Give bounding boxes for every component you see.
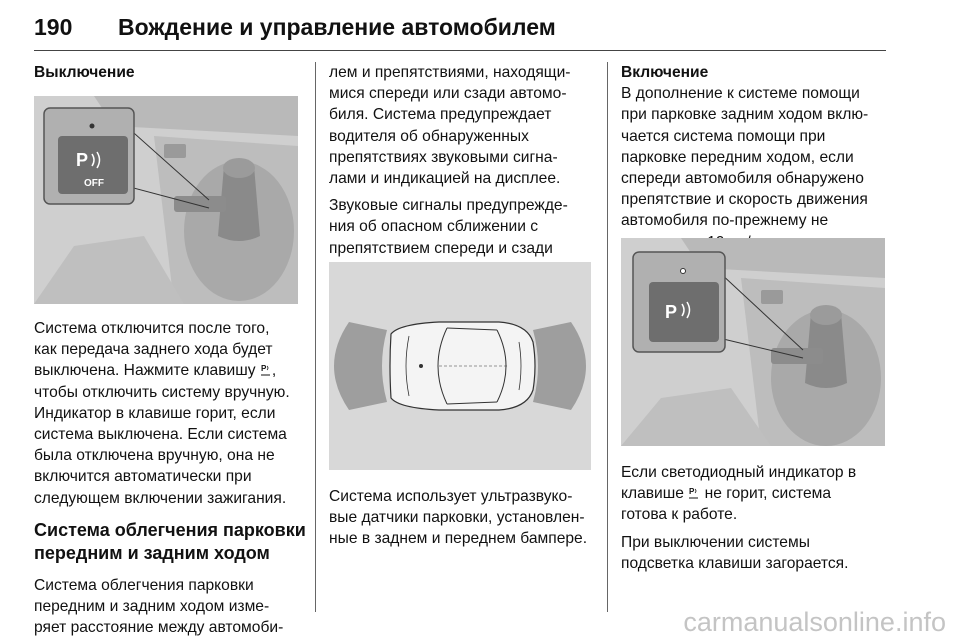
paragraph-off-line: система выключена. Если система — [34, 426, 287, 444]
paragraph-off-line: выключена. Нажмите клавишу P , — [34, 362, 277, 380]
paragraph-off-line: чтобы отключить систему вручную. — [34, 383, 290, 401]
page-title: Вождение и управление автомобилем — [118, 14, 556, 40]
paragraph-led: Если светодиодный индикатор в клавише P не горит, система готова к работе. — [621, 464, 857, 524]
paragraph-off-line: была отключена вручную, она не — [34, 447, 275, 465]
page-header — [34, 6, 886, 51]
button-label-off: OFF — [84, 178, 104, 189]
parking-button-icon — [688, 486, 700, 500]
paragraph-sensors: Система использует ультразвуко- вые датчики парковки, установлен- ные в заднем и переднем бампере. — [329, 488, 588, 548]
column-left-text — [34, 318, 306, 638]
console-illustration-on — [621, 238, 885, 446]
column-divider — [607, 62, 608, 612]
svg-text:P: P — [689, 487, 695, 497]
watermark: carmanualsonline.info — [683, 607, 946, 637]
column-middle-bottom — [329, 486, 599, 556]
paragraph-off-line: как передача заднего хода будет — [34, 341, 273, 359]
parking-button-icon — [260, 363, 272, 377]
car-sensor-illustration — [329, 262, 591, 470]
figure-button-on — [621, 238, 885, 446]
column-left — [34, 62, 304, 83]
paragraph-backlight: При выключении системы подсветка клавиши загорается. — [621, 533, 849, 572]
svg-text:P: P — [260, 364, 267, 374]
page-number: 190 — [34, 14, 73, 40]
subhead-off: Выключение — [34, 64, 135, 81]
paragraph-off-line: Индикатор в клавише горит, если — [34, 404, 276, 422]
paragraph-intro-line: Система облегчения парковки — [34, 576, 254, 594]
column-right — [621, 62, 891, 259]
paragraph-warning: лем и препятствиями, находящи- мися спереди или сзади автомо- биля. Система предупреждает водителя об обнаруженных препятствиях звуковыми сигна- лами и индикацией на дисплее. — [329, 64, 571, 188]
paragraph-off-line: следующем включении зажигания. — [34, 489, 287, 507]
console-illustration-off — [34, 96, 298, 304]
figure-sensor-zones — [329, 262, 591, 470]
button-label-p: P — [665, 302, 678, 322]
figure-button-off — [34, 96, 298, 304]
paragraph-off-line: Система отключится после того, — [34, 320, 270, 337]
subhead-on: Включение — [621, 64, 709, 81]
paragraph-intro-line: передним и задним ходом изме- — [34, 598, 270, 616]
paragraph-off-line: включится автоматически при — [34, 468, 252, 486]
section-heading: Система облегчения парковки передним и задним ходом — [34, 519, 306, 563]
paragraph-intro-line: ряет расстояние между автомоби- — [34, 619, 284, 637]
paragraph-frequencies: Звуковые сигналы предупрежде- ния об опасном сближении с препятствием спереди и сзади — [329, 197, 568, 257]
paragraph-on: В дополнение к системе помощи при парковке задним ходом вклю- чается система помощи при парковке передним ходом, если спереди автомобиля обнаружено препятствие и скорость движения автомобиля по-прежнему не — [621, 85, 869, 230]
button-label-p: P — [76, 150, 89, 170]
column-middle — [329, 62, 599, 286]
column-right-bottom — [621, 462, 891, 580]
column-divider — [315, 62, 316, 612]
